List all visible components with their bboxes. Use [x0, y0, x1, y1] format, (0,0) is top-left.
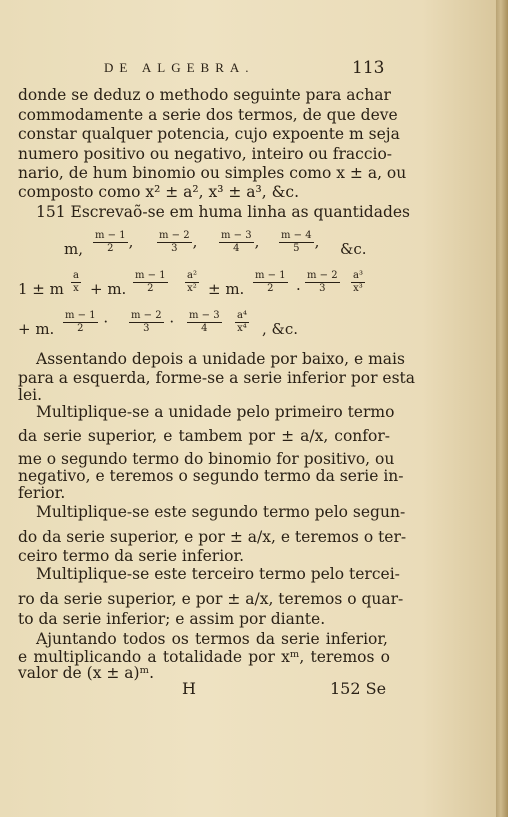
text-line: valor de (x ± a)ᵐ. — [18, 664, 154, 682]
text-line: commodamente a serie dos termos, de que deve — [18, 106, 398, 124]
fraction: $\frac{\text{a⁴}}{\text{x⁴}}$ — [237, 310, 247, 334]
fraction: $\frac{m - 1}{2}$ — [135, 270, 166, 294]
page-number: 113 — [352, 58, 385, 78]
math-row-3 — [0, 308, 500, 348]
text-line: Ajuntando todos os termos da serie inferior, — [36, 630, 388, 648]
text-line: ro da serie superior, e por ± a/x, teremos o quar- — [18, 590, 404, 608]
signature-mark: H — [182, 679, 196, 698]
text-line: do da serie superior, e por ± a/x, e teremos o ter- — [18, 528, 407, 546]
text-line: to da serie inferior; e assim por diante. — [18, 610, 326, 628]
catchword: 152 Se — [330, 679, 387, 698]
fraction-numerator: m − 1 — [95, 230, 126, 241]
fraction-numerator: m − 4 — [281, 230, 312, 241]
fraction: $\frac{a}{x}$ — [73, 270, 79, 294]
fraction: $\frac{m - 1}{2}$ , — [95, 230, 134, 254]
text-line: Multiplique-se a unidade pelo primeiro termo — [36, 403, 395, 421]
fraction: $\frac{m - 2}{3}$ , — [159, 230, 198, 254]
text-line: negativo, e teremos o segundo termo da serie in- — [18, 467, 404, 485]
text-line: da serie superior, e tambem por ± a/x, confor- — [18, 427, 390, 445]
text-line: Multiplique-se este terceiro termo pelo tercei- — [36, 565, 400, 583]
text-line: nario, de hum binomio ou simples como x ± a, ou — [18, 164, 407, 182]
text-line: donde se deduz o methodo seguinte para achar — [18, 86, 391, 104]
text-line: me o segundo termo do binomio for positivo, ou — [18, 450, 395, 468]
text-line: numero positivo ou negativo, inteiro ou fraccio- — [18, 145, 393, 163]
fraction: $\frac{m - 2}{3}$ — [307, 270, 338, 294]
running-title: DE ALGEBRA. — [104, 60, 255, 75]
text-line: ceiro termo da serie inferior. — [18, 547, 245, 565]
page-header — [0, 56, 496, 82]
etc-text: &c. — [340, 240, 367, 258]
fraction: $\frac{m - 2}{3}$ · — [131, 310, 175, 334]
text-line: ferior. — [18, 484, 66, 502]
section-151-heading: 151 Escrevaõ-se em huma linha as quantidades — [36, 203, 410, 221]
fraction: $\frac{m - 1}{2}$ — [255, 270, 286, 294]
etc-text: , &c. — [262, 320, 299, 338]
text-line: constar qualquer potencia, cujo expoente m seja — [18, 125, 400, 143]
page-footer — [0, 679, 496, 701]
fraction: $\frac{m - 3}{4}$ — [189, 310, 220, 334]
fraction: $\frac{m - 1}{2}$ · — [65, 310, 109, 334]
math-term: + m. — [90, 280, 127, 298]
math-term: 1 ± m — [18, 280, 64, 298]
text-line: composto como x² ± a², x³ ± a³, &c. — [18, 183, 299, 201]
fraction: $\frac{\text{a³}}{\text{x³}}$ — [353, 270, 363, 294]
math-row-1 — [0, 228, 500, 268]
math-term: ± m. — [208, 280, 245, 298]
fraction-denominator: 2 — [107, 243, 114, 254]
fraction-numerator: m − 3 — [221, 230, 252, 241]
text-line: para a esquerda, forme-se a serie inferior por esta — [18, 369, 416, 387]
fraction-numerator: m − 2 — [159, 230, 190, 241]
fraction: $\frac{\text{a²}}{\text{x²}}$ — [187, 270, 197, 294]
page-edge — [496, 0, 508, 817]
fraction: $\frac{m - 3}{4}$ , — [221, 230, 260, 254]
fraction-denominator: 4 — [233, 243, 240, 254]
fraction: $\frac{m - 4}{5}$ , — [281, 230, 320, 254]
dot: · — [296, 280, 301, 298]
math-term: + m. — [18, 320, 55, 338]
math-row-2 — [0, 268, 500, 308]
math-term: m, — [64, 240, 83, 258]
text-line: Assentando depois a unidade por baixo, e mais — [36, 350, 405, 368]
text-line: lei. — [18, 386, 43, 404]
fraction-denominator: 5 — [293, 243, 300, 254]
fraction-denominator: 3 — [171, 243, 178, 254]
text-line: Multiplique-se este segundo termo pelo segun- — [36, 503, 406, 521]
text-line: e multiplicando a totalidade por xᵐ, teremos o — [18, 648, 390, 666]
